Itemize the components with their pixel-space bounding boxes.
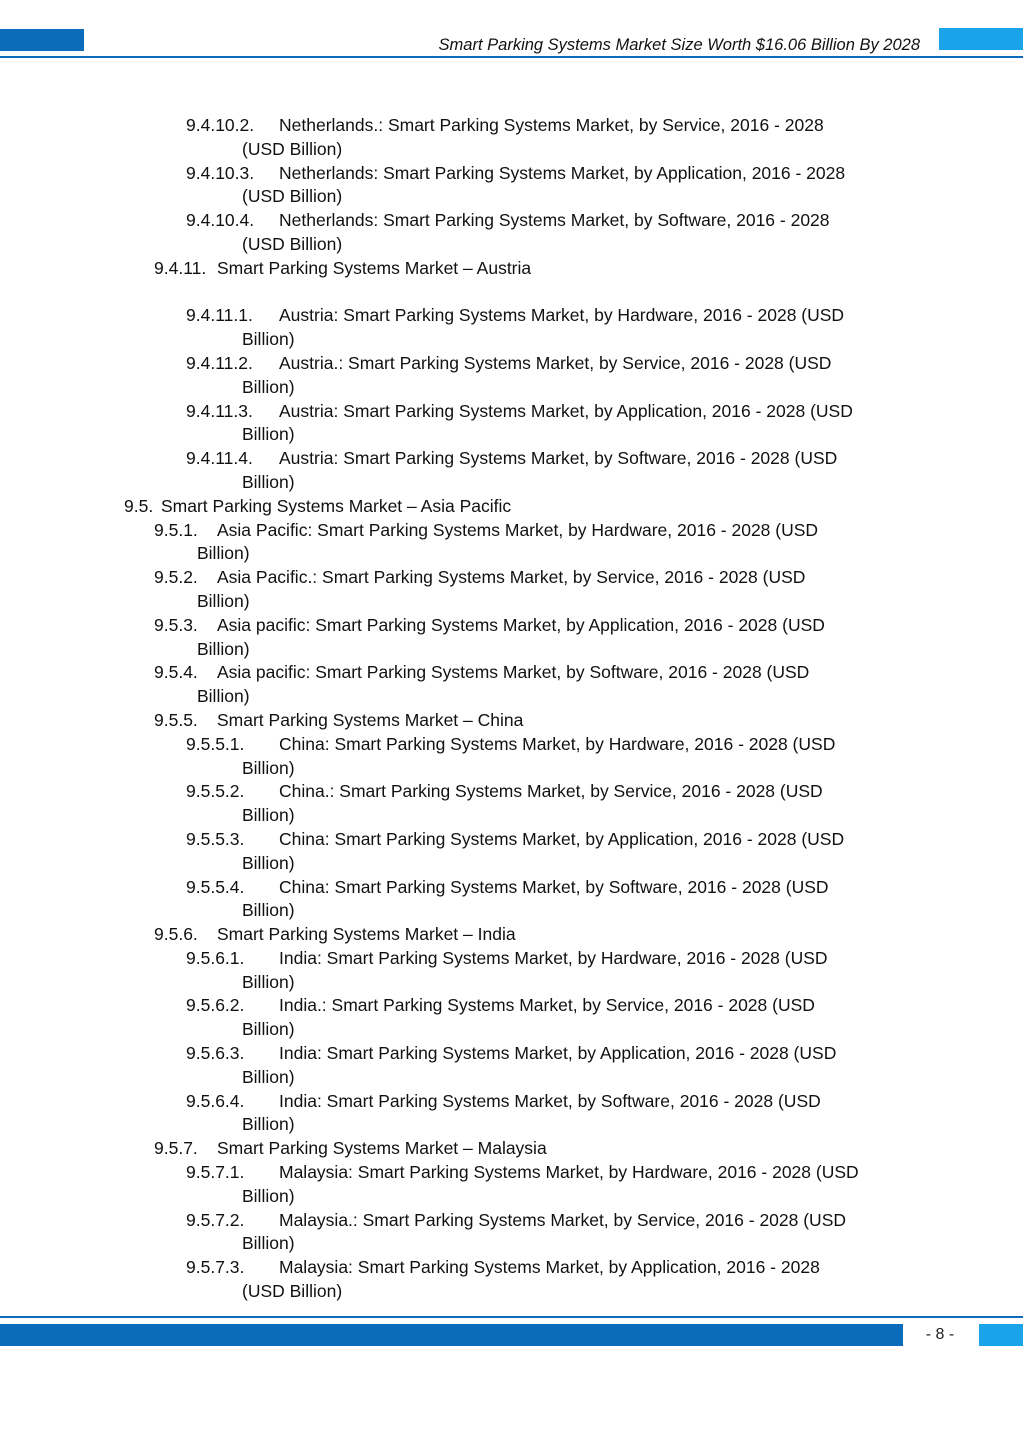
toc-entry-title: Malaysia: Smart Parking Systems Market, by Hardware, 2016 - 2028 (USD (279, 1162, 859, 1183)
toc-entry-title: Austria: Smart Parking Systems Market, by Hardware, 2016 - 2028 (USD (279, 305, 845, 326)
toc-entry[interactable] (0, 304, 1023, 352)
toc-entry[interactable] (0, 495, 1023, 519)
toc-entry-continuation: Billion) (242, 1019, 295, 1040)
toc-entry-number: 9.5.6.4. (186, 1090, 245, 1111)
toc-entry-number: 9.4.11.4. (186, 448, 253, 469)
toc-entry-continuation: Billion) (242, 852, 295, 873)
toc-entry[interactable] (0, 614, 1023, 662)
toc-entry-title: Smart Parking Systems Market – India (217, 924, 516, 945)
toc-entry-number: 9.5.5. (154, 709, 198, 730)
toc-entry-number: 9.5. (124, 495, 154, 516)
toc-entry-title: Smart Parking Systems Market – China (217, 709, 524, 730)
toc-entry-continuation: Billion) (197, 590, 250, 611)
toc-entry-title: Austria: Smart Parking Systems Market, by Application, 2016 - 2028 (USD (279, 400, 853, 421)
toc-entry[interactable] (0, 566, 1023, 614)
toc-entry[interactable] (0, 994, 1023, 1042)
toc-entry[interactable] (0, 1137, 1023, 1161)
toc-entry[interactable] (0, 162, 1023, 210)
toc-entry[interactable] (0, 876, 1023, 924)
header-rule (0, 56, 1023, 58)
toc-entry-title: China.: Smart Parking Systems Market, by Service, 2016 - 2028 (USD (279, 781, 823, 802)
toc-entry-continuation: (USD Billion) (242, 1281, 343, 1302)
header-accent-left (0, 29, 84, 51)
toc-entry-number: 9.5.6.1. (186, 947, 245, 968)
toc-entry-number: 9.4.11.1. (186, 305, 253, 326)
toc-entry-continuation: Billion) (242, 376, 295, 397)
toc-entry[interactable] (0, 1256, 1023, 1304)
toc-entry-title: Smart Parking Systems Market – Austria (217, 257, 532, 278)
toc-entry[interactable] (0, 257, 1023, 281)
toc-entry-number: 9.5.5.4. (186, 876, 245, 897)
toc-entry-continuation: Billion) (242, 1185, 295, 1206)
toc-entry-continuation: Billion) (197, 686, 250, 707)
toc-entry-continuation: Billion) (242, 805, 295, 826)
toc-entry-number: 9.5.5.3. (186, 828, 245, 849)
toc-entry-number: 9.4.10.2. (186, 115, 255, 135)
toc-entry-title: Netherlands: Smart Parking Systems Market, by Application, 2016 - 2028 (279, 162, 846, 183)
toc-entry-title: India: Smart Parking Systems Market, by Application, 2016 - 2028 (USD (279, 1043, 837, 1064)
toc-entry-continuation: Billion) (242, 471, 295, 492)
toc-entry[interactable] (0, 352, 1023, 400)
toc-entry[interactable] (0, 1209, 1023, 1257)
toc-entry-number: 9.5.6.3. (186, 1043, 245, 1064)
toc-entry-number: 9.5.6.2. (186, 995, 245, 1016)
toc-entry[interactable] (0, 733, 1023, 781)
toc-entry[interactable] (0, 1090, 1023, 1138)
toc-entry[interactable] (0, 661, 1023, 709)
toc-entry-title: Asia Pacific.: Smart Parking Systems Market, by Service, 2016 - 2028 (USD (217, 567, 806, 588)
toc-entry-continuation: Billion) (242, 424, 295, 445)
toc-entry[interactable] (0, 447, 1023, 495)
toc-entry[interactable] (0, 1161, 1023, 1209)
toc-entry-title: Austria: Smart Parking Systems Market, by Software, 2016 - 2028 (USD (279, 448, 838, 469)
toc-entry-continuation: Billion) (242, 329, 295, 350)
spacer (0, 281, 1023, 305)
toc-entry-number: 9.4.10.4. (186, 210, 255, 231)
toc-entry-title: India: Smart Parking Systems Market, by Hardware, 2016 - 2028 (USD (279, 947, 828, 968)
toc-entry-number: 9.5.7. (154, 1138, 198, 1159)
toc-entry[interactable] (0, 400, 1023, 448)
toc-entry[interactable] (0, 1042, 1023, 1090)
toc-entry[interactable] (0, 709, 1023, 733)
toc-entry-number: 9.5.6. (154, 924, 198, 945)
toc-entry-title: Netherlands.: Smart Parking Systems Market, by Service, 2016 - 2028 (279, 115, 824, 135)
toc-entry-number: 9.5.2. (154, 567, 198, 588)
toc-entry-number: 9.5.1. (154, 519, 198, 540)
toc-entry-title: India: Smart Parking Systems Market, by Software, 2016 - 2028 (USD (279, 1090, 821, 1111)
toc-entry-continuation: (USD Billion) (242, 138, 343, 159)
toc-entry-continuation: Billion) (242, 971, 295, 992)
toc-entry-title: China: Smart Parking Systems Market, by Application, 2016 - 2028 (USD (279, 828, 845, 849)
page-number: - 8 - (925, 1326, 955, 1343)
toc-entry-continuation: Billion) (242, 757, 295, 778)
toc-entry-continuation: Billion) (242, 1233, 295, 1254)
toc-entry-continuation: (USD Billion) (242, 186, 343, 207)
toc-entry-number: 9.5.7.1. (186, 1162, 245, 1183)
footer-bar (0, 1324, 903, 1346)
toc-entry-title: Asia pacific: Smart Parking Systems Market, by Software, 2016 - 2028 (USD (217, 662, 810, 683)
toc-entry-continuation: Billion) (242, 1066, 295, 1087)
toc-entry[interactable] (0, 209, 1023, 257)
toc-entry-title: Smart Parking Systems Market – Asia Pacific (161, 495, 512, 516)
toc-entry-title: Asia Pacific: Smart Parking Systems Market, by Hardware, 2016 - 2028 (USD (217, 519, 819, 540)
toc-entry-number: 9.4.11.2. (186, 352, 253, 373)
header-accent-right (939, 28, 1023, 50)
footer-accent-right (979, 1324, 1023, 1346)
table-of-contents (0, 114, 1023, 1304)
toc-entry-title: Austria.: Smart Parking Systems Market, by Service, 2016 - 2028 (USD (279, 352, 832, 373)
toc-entry[interactable] (0, 828, 1023, 876)
toc-entry-number: 9.5.5.2. (186, 781, 245, 802)
header-title: Smart Parking Systems Market Size Worth $16.06 Billion By 2028 (438, 36, 920, 54)
toc-entry-number: 9.4.10.3. (186, 162, 255, 183)
toc-entry-title: Asia pacific: Smart Parking Systems Market, by Application, 2016 - 2028 (USD (217, 614, 825, 635)
toc-entry[interactable] (0, 519, 1023, 567)
toc-entry-number: 9.5.7.2. (186, 1209, 245, 1230)
toc-entry-number: 9.5.7.3. (186, 1257, 245, 1278)
toc-entry-title: Malaysia.: Smart Parking Systems Market, by Service, 2016 - 2028 (USD (279, 1209, 847, 1230)
toc-entry-title: China: Smart Parking Systems Market, by Software, 2016 - 2028 (USD (279, 876, 829, 897)
toc-entry-number: 9.4.11.3. (186, 400, 253, 421)
toc-entry-number: 9.5.5.1. (186, 733, 245, 754)
toc-entry-title: India.: Smart Parking Systems Market, by Service, 2016 - 2028 (USD (279, 995, 815, 1016)
toc-entry-title: Smart Parking Systems Market – Malaysia (217, 1138, 547, 1159)
toc-entry-title: Malaysia: Smart Parking Systems Market, by Application, 2016 - 2028 (279, 1257, 820, 1278)
toc-entry-continuation: Billion) (197, 638, 250, 659)
toc-entry-number: 9.5.4. (154, 662, 198, 683)
toc-entry[interactable] (0, 947, 1023, 995)
toc-entry-continuation: (USD Billion) (242, 233, 343, 254)
toc-entry-number: 9.4.11. (154, 257, 207, 278)
toc-entry-title: China: Smart Parking Systems Market, by Hardware, 2016 - 2028 (USD (279, 733, 836, 754)
toc-entry-continuation: Billion) (242, 1114, 295, 1135)
toc-entry-number: 9.5.3. (154, 614, 198, 635)
toc-entry-title: Netherlands: Smart Parking Systems Market, by Software, 2016 - 2028 (279, 210, 830, 231)
toc-entry[interactable] (0, 114, 1023, 162)
toc-entry-continuation: Billion) (197, 543, 250, 564)
toc-entry[interactable] (0, 923, 1023, 947)
toc-entry[interactable] (0, 780, 1023, 828)
toc-entry-continuation: Billion) (242, 900, 295, 921)
footer-rule (0, 1316, 1023, 1318)
